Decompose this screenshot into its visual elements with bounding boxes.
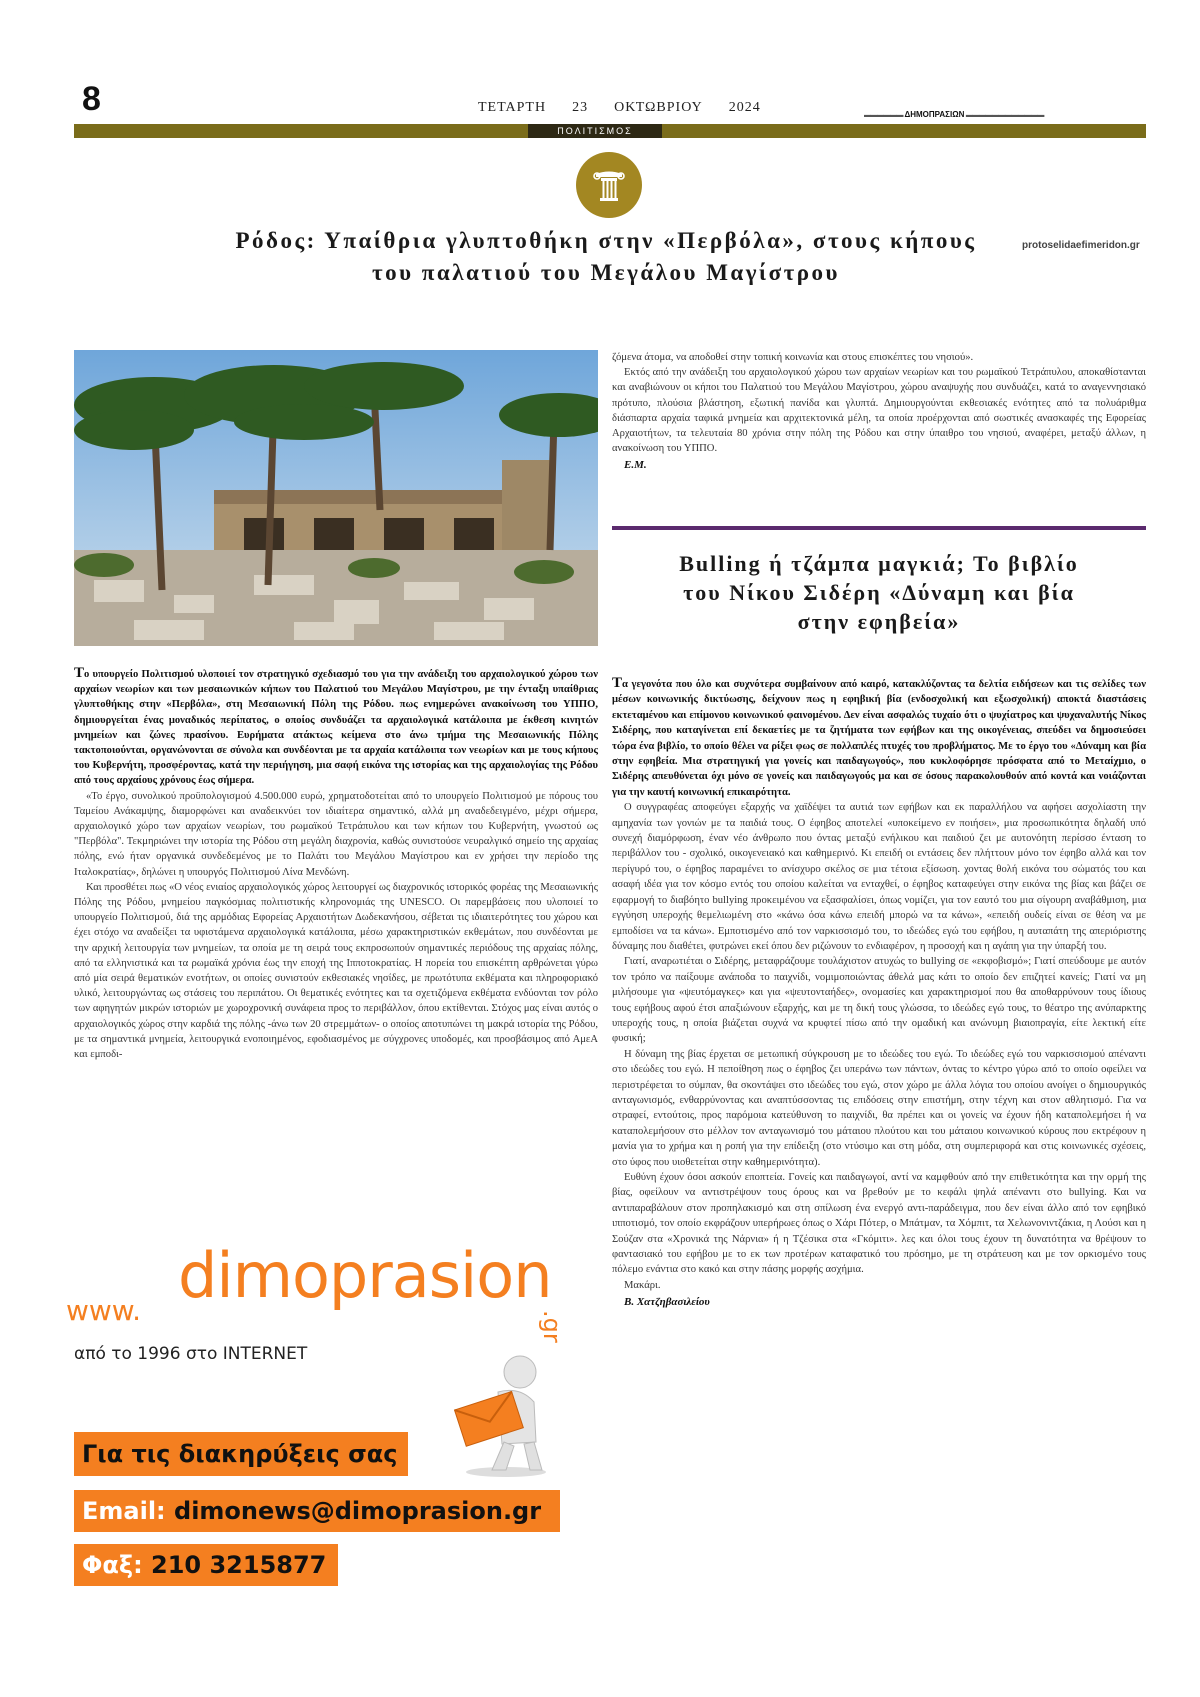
date-year: 2024 xyxy=(728,100,761,115)
ad-email-bar[interactable] xyxy=(74,1490,560,1532)
lead-text: α γεγονότα που όλο και συχνότερα συμβαίνουν από καιρό, κατακλύζοντας τα δελτία ειδήσεων και τις σελίδες των μέσων κοινωνικής δικτύωσης, δείχνουν πως η εφηβική βία (ενδοσχολική και εξωσχολική) αποκτά διαστάσεις εκτεταμένου και επίμονου κοινωνικού φαινομένου. Δεν είναι ασφαλώς τυχαίο ότι ο ψυχίατρος και ψυχαναλυτής Νίκος Σιδέρης, που καταγίνεται επί δεκαετίες με τα ζητήματα των εφήβων και της οικογένειας, σπεύδει να δημοσιεύσει τώρα ένα βιβλίο, το οποίο θέλει να ρίξει φως σε πολλαπλές πτυχές του προβλήματος. Με το έργο του «Δύναμη και βία στην εφηβεία. Μια στρατηγική για γονείς και παιδαγωγούς», που κυκλοφόρησε πρόσφατα από το Μεταίχμιο, ο Σιδέρης απευθύνεται όχι μόνο σε γονείς και παιδαγωγούς μα και σε όσους παρακολουθούν από κοντά και νοιάζονται για την καυτή κοινωνική επικαιρότητα. xyxy=(612,679,1146,798)
headline-line: στην εφηβεία» xyxy=(797,609,961,634)
article2-paragraph: Γιατί, αναρωτιέται ο Σιδέρης, μεταφράζουμε τουλάχιστον ατυχώς το bullying σε «εκφοβισμό»; Γιατί σπεύδουμε με αυτόν τον τρόπο να παίξουμε ανάποδα το παιχνίδι, νομιμοποιώντας άθελά μας κάτι το οποίο δεν επιζητεί κανείς; Γιατί να μη μιλήσουμε για «ψευτόμαγκες» και για «ψευτονταήδες», ονομασίες και χαρακτηρισμοί που θα αποθαρρύνουν τους ίδιους τους εφήβους αφού έτσι απαξιώνουν εξαρχής, και με τη δική τους γλώσσα, το ιδεώδες εγώ τους, το θέατρο της ανύπαρκτης υπεροχής τους, η οποία βιάζεται συχνά να κρυφτεί πίσω από την ομαδική και ανώνυμη βιαιοπραγία, είτε λεκτική είτε φυσική; xyxy=(612,956,1146,1045)
ad-fax-bar xyxy=(74,1544,338,1586)
article1-paragraph: Και προσθέτει πως «Ο νέος ενιαίος αρχαιολογικός χώρος λειτουργεί ως διαχρονικός ιστορικός φορέας της Μεσαιωνικής Πόλης της Ρόδου, μνημείου παγκόσμιας πολιτιστικής κληρονομιάς της UNESCO. Οι παρεμβάσεις που υλοποιεί το υπουργείο Πολιτισμού, διά της αρμόδιας Εφορείας Αρχαιοτήτων Δωδεκανήσου, σέβεται τις ιδιαιτερότητες του χώρου και έχει στόχο να αναδείξει τα υφιστάμενα αρχαιολογικά κατάλοιπα, μέσω χαρακτηριστικών εκθεμάτων, που συνδέονται με την αρχική λειτουργία των μνημείων, τα οποία με τη σειρά τους εκπροσωπούν σημαντικές περιόδους της αρχαίας πόλης, από τα ελληνιστικά και τα ρωμαϊκά χρόνια έως την εποχή της Ιπποτοκρατίας. Η πορεία του επισκέπτη αρθρώνεται γύρω από μία σειρά θεματικών ενοτήτων, οι οποίες συνιστούν εκθεσιακές νησίδες, με πρωτότυπα εκθέματα και πληροφοριακό υλικό, λειτουργώντας ως στάσεις του περιπάτου. Οι θεματικές ενότητες και τα σχετιζόμενα εκθέματα ενδύονται τον ρόλο των αφηγητών μικρών ιστοριών με χωροχρονική συνάφεια προς το περιβάλλον, όπου εκτίθενται. Στόχος μας είναι αυτός ο αρχαιολογικός χώρος στην καρδιά της πόλης -άνω των 20 στρεμμάτων- ο οποίος αποτυπώνει τη μακρά ιστορία της Ρόδου, με τα σημαντικά μνημεία, λειτουργικά ενοποιημένος, εφοδιασμένος με σύγχρονες υποδομές, και προσβάσιμος από ΑμεΑ και εμποδι- xyxy=(74,881,598,1061)
article2-lead xyxy=(612,676,1146,800)
ad-url-prefix: www. xyxy=(66,1294,142,1327)
watermark: protoselidaefimeridon.gr xyxy=(1022,240,1140,251)
lead-text: ο υπουργείο Πολιτισμού υλοποιεί τον στρατηγικό σχεδιασμό του για την ανάδειξη του αρχαιολογικού χώρου των αρχαίων νεωρίων και των μεσαιωνικών κήπων του Παλατιού του Μεγάλου Μαγίστρου, με την ένταξη υπαίθριας γλυπτοθήκης στην «Περβόλα», στη Μεσαιωνική Πόλη της Ρόδου. πως ενημερώνει ανακοίνωση του ΥΠΠΟ, δημιουργείται ένας μοναδικός περίπατος, ο οποίος συνδυάζει τα αρχαιολογικά κατάλοιπα με έκθεση κινητών μνημείων και ζώνες πρασίνου. Ευρήματα ατάκτως κείμενα στο άνω τμήμα της Μεσαιωνικής Πόλης τακτοποιούνται, οργανώνονται σε σύνολα και συνδέονται με τα αρχαία κατάλοιπα των νεωρίων και με τους κήπους του Κυβερνήτη, προσφέροντας, κατά την περιήγηση, μια σαφή εικόνα της ιστορίας και της αρχαιολογίας της Ρόδου από τους αρχαίους χρόνους έως σήμερα. xyxy=(74,669,598,787)
advertisement[interactable] xyxy=(66,1240,596,1600)
ad-line-tenders: Για τις διακηρύξεις σας xyxy=(74,1432,408,1476)
ad-brand: dimoprasion xyxy=(178,1239,552,1312)
ad-tagline: από το 1996 στο INTERNET xyxy=(74,1344,308,1364)
dropcap: Τ xyxy=(74,665,85,681)
article2-paragraph: Η δύναμη της βίας έρχεται σε μετωπική σύγκρουση με το ιδεώδες του εγώ. Το ιδεώδες εγώ του ναρκισσισμού απέναντι στο ιδεώδες του εγώ. Η πεποίθηση πως ο έφηβος ζει υπεράνω των πάντων, όντας το κέντρο γύρω από το οποίο οφείλει να περιστρέφεται το σύμπαν, θα σκοντάψει στο ιδεώδες του εγώ, στον χώρο με άλλα λόγια του οποίου ανοίγει ο δημιουργικός ανταγωνισμός, ενθαρρύνοντας και αναπτύσσοντας τις επιδόσεις στην επιστήμη, στην τέχνη και στον αθλητισμό. Για να στραφεί, εντούτοις, προς παρόμοια κατεύθυνση το παιχνίδι, θα πρέπει και οι γονείς να έχουν ήδη καταπολεμήσει ή να καταπολεμήσουν στο μέλλον τον ανταγωνισμό του μάταιου πλούτου και του μάταιου κοινωνικού κύρους που εκτρέφουν η μανία για το χρήμα και η ροπή για την επίδειξη (στο ντύσιμο και στη μόδα, στη συμπεριφορά και στις κοινωνικές σχέσεις, στο ύφος που υιοθετείται στην καθημερινότητα). xyxy=(612,1048,1146,1168)
ad-email[interactable]: dimonews@dimoprasion.gr xyxy=(174,1497,542,1525)
article-divider xyxy=(612,526,1146,530)
article1-signature: Ε.Μ. xyxy=(624,459,647,472)
article1-headline xyxy=(196,225,1016,289)
article1-paragraph: ζόμενα άτομα, να αποδοθεί στην τοπική κοινωνία και στους επισκέπτες του νησιού». xyxy=(612,352,974,363)
column-icon xyxy=(576,152,642,218)
article1-right-column xyxy=(612,350,1146,474)
dateline xyxy=(478,100,761,116)
article2-signature: Β. Χατζηβασιλείου xyxy=(624,1296,710,1309)
article1-paragraph: «Το έργο, συνολικού προϋπολογισμού 4.500.000 ευρώ, χρηματοδοτείται από το υπουργείο Πολιτισμού με πόρους του Ταμείου Ανάκαμψης, διαμορφώνει και αναδεικνύει τον ιδιαίτερα σημαντικό, αλλά μη αναδεδειγμένο, μέχρι σήμερα, αρχαιολογικό χώρο των αρχαίων νεωρίων, του ρωμαϊκού Τετράπυλου και των κήπων του Κυβερνήτη, γνωστού ως "Περβόλα". Τεκμηριώνει την ιστορία της Ρόδου στη μεγάλη διαχρονία, καθώς συνιστούσε νευραλγικό σημείο της αρχαίας πόλης, ενώ ήταν οργανικά συνδεδεμένος με το Παλάτι του Μεγάλου Μαγίστρου και εν χρήσει την περίοδο της Ιταλοκρατίας», δηλώνει η υπουργός Πολιτισμού Λίνα Μενδώνη. xyxy=(74,790,598,878)
article1-paragraph: Εκτός από την ανάδειξη του αρχαιολογικού χώρου των αρχαίων νεωρίων και του ρωμαϊκού Τετράπυλου, αποκαθίστανται και αναβιώνουν οι κήποι του Παλατιού του Μεγάλου Μαγίστρου, χώρου αναψυχής που συνδυάζει, κατά το αναγεννησιακό πρότυπο, πλούσια βλάστηση, εξωτική πανίδα και γλυπτά. Δημιουργούνται εκθεσιακές ενότητες από τα πολυάριθμα διάσπαρτα αρχαία ταφικά μνημεία και αρχιτεκτονικά μέλη, τα οποία προέρχονται από σωστικές ανασκαφές της Εφορείας Αρχαιοτήτων, τα τελευταία 80 χρόνια στην πόλη της Ρόδου και στην ύπαιθρο του νησιού, αναφέρει, μεταξύ άλλων, η ανακοίνωση του ΥΠΠΟ. xyxy=(612,367,1146,455)
headline-line: Ρόδος: Υπαίθρια γλυπτοθήκη στην «Περβόλα», στους κήπους xyxy=(235,228,977,253)
date-month: ΟΚΤΩΒΡΙΟΥ xyxy=(614,100,703,115)
article2-column xyxy=(612,676,1146,1311)
headline-line: Bulling ή τζάμπα μαγκιά; Το βιβλίο xyxy=(679,551,1079,576)
headline-line: του Νίκου Σιδέρη «Δύναμη και βία xyxy=(683,580,1075,605)
ad-email-label: Email: xyxy=(82,1497,166,1525)
masthead-mini: ▬▬▬▬▬▬ ΔΗΜΟΠΡΑΣΙΩΝ ▬▬▬▬▬▬▬▬▬▬▬▬ xyxy=(864,111,1044,119)
headline-line: του παλατιού του Μεγάλου Μαγίστρου xyxy=(372,260,840,285)
article2-paragraph: Ευθύνη έχουν όσοι ασκούν εποπτεία. Γονείς και παιδαγωγοί, αντί να καμφθούν από την επιθετικότητα και την ορμή της βίας, οφείλουν να αντιστρέψουν τους όρους και να βρεθούν με το κεφάλι ψηλά απέναντι στο bullying. Και να αντιπαραβάλουν στον προπηλακισμό και στη σπίλωση ένα ενεργό αντι-παράδειγμα, που δεν είναι άλλο από τον εφηβικό ιπποτισμό, τον οποίο εκφράζουν υπερήρωες όπως ο Χάρι Πότερ, ο Μπάτμαν, τα Χόμπιτ, τα Χελωνονιντζάκια, η Λούσι και η Σούζαν στα «Χρονικά της Νάρνια» ή η Τζέσικα στα «Γκόμιτι». λες και όλοι τους έχουν τη δυνατότητα να θρέψουν το φαντασιακό του εφήβου με το εκ των προτέρων καταφατικό του πρόσημο, με τη στράτευση και με τον ορκισμένο τους πόλεμο ενάντια στο κακό και στην πάσης μορφής ασχήμια. xyxy=(612,1172,1146,1276)
article2-paragraph: Ο συγγραφέας αποφεύγει εξαρχής να χαϊδέψει τα αυτιά των εφήβων και εκ παραλλήλου να αφήσει ασχολίαστη την αμηχανία των γονιών με τα παιδιά τους. Ο έφηβος αποτελεί «υποκείμενο εν ποιήσει», μια προσωπικότητα δηλαδή υπό συνεχή διαμόρφωση, έναν νέο άνθρωπο που όντας μεταξύ ενήλικου και παιδιού ζει με αυτονόητη περίσσο ένταση το περιβάλλον του - σχολικό, οικογενειακό και καθημερινό. Κι επειδή οι εντάσεις δεν πλήττουν μόνο τον έφηβο αλλά και τον περίγυρό του, ο έφηβος παραμένει το ανίσχυρο σκέλος σε μια τέτοια εξίσωση. χοντας θολή εικόνα του σώματός του και ασαφή ιδέα για τον κόσμο εντός του οποίου καλείται να ενταχθεί, ο έφηβος καταφεύγει στην εικόνα της βίας και βάζει σε εφαρμογή το διαβόητο bullying προκειμένου να εξασφαλίσει, όπως νομίζει, για τον εαυτό του μια σίγουρη αναβάθμιση, μια εγγύηση υπεροχής θεμελιωμένη στο «κάνω όσα κάνω επειδή μπορώ να τα κάνω», «επειδή ουδείς είναι σε θέση να με εμποδίσει να τα κάνω». Εμποτισμένο από τον ναρκισσισμό του, το ιδεώδες εγώ του εφήβου, η αυταπάτη της απεριόριστης δύναμης που διαθέτει, φυτρώνει εκεί όπου δεν ριζώνουν το ενδιαφέρον, η προσοχή και η αγάπη για την ύπαρξή του. xyxy=(612,802,1146,952)
article2-paragraph: Μακάρι. xyxy=(624,1279,661,1291)
page-number: 8 xyxy=(82,80,101,118)
section-label: ΠΟΛΙΤΙΣΜΟΣ xyxy=(528,124,662,138)
article2-headline xyxy=(612,549,1146,636)
publication-name: ΔΗΜΟΠΡΑΣΙΩΝ xyxy=(904,111,965,119)
article1-photo xyxy=(74,350,598,646)
ad-fax: 210 3215877 xyxy=(151,1551,327,1579)
mascot-envelope-icon xyxy=(436,1350,566,1480)
ad-fax-label: Φαξ: xyxy=(82,1551,143,1579)
ad-tld: .gr xyxy=(538,1310,566,1343)
date-number: 23 xyxy=(572,100,589,115)
article1-left-column xyxy=(74,666,598,1062)
date-day: ΤΕΤΑΡΤΗ xyxy=(478,100,547,115)
dropcap: Τ xyxy=(612,675,623,691)
article1-lead xyxy=(74,666,598,789)
